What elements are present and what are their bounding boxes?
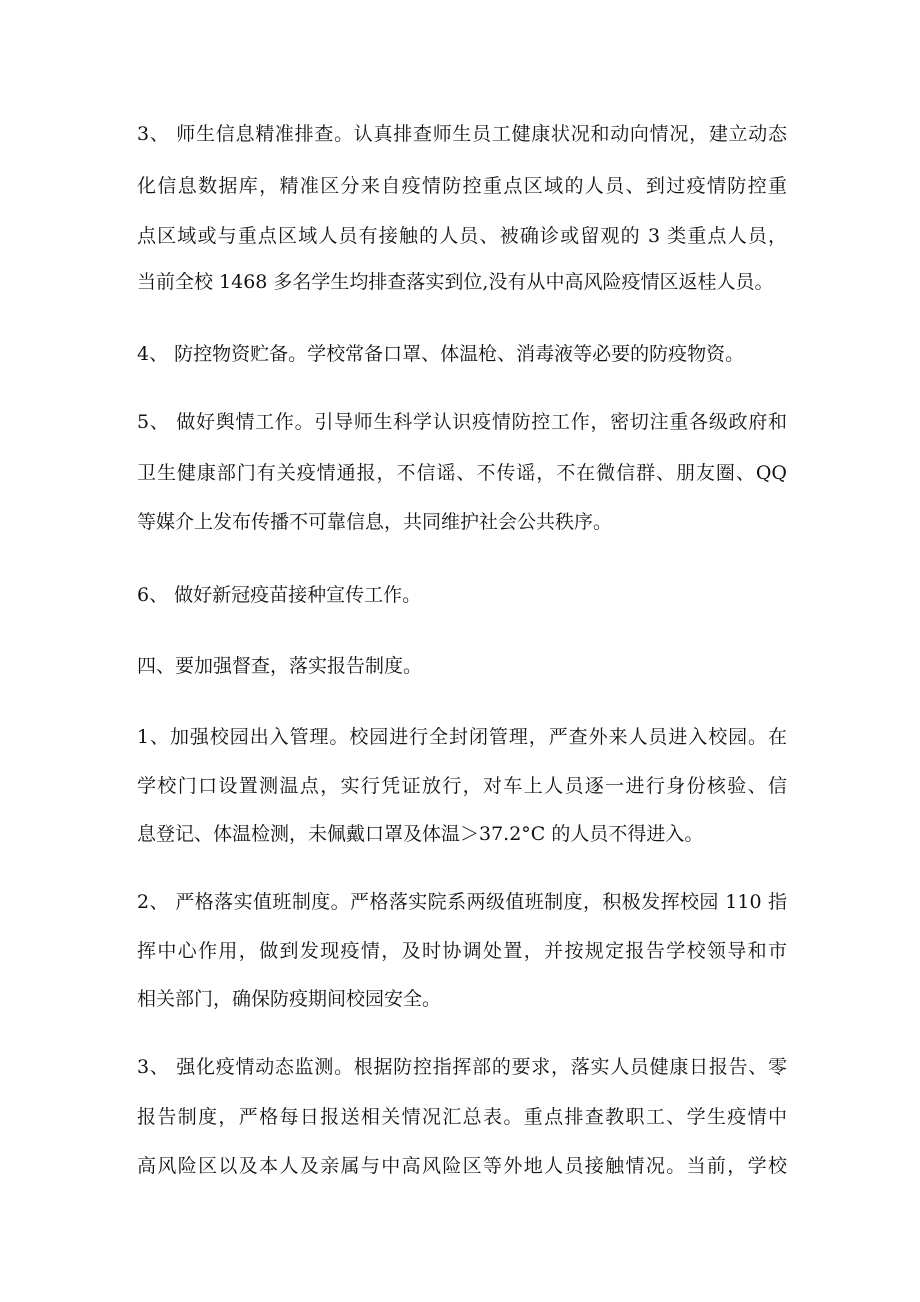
paragraph-6-line-3: 息登记、体温检测，未佩戴口罩及体温＞37.2°C 的人员不得进入。 <box>137 823 704 845</box>
paragraph-8-line-1: 3、 强化疫情动态监测。根据防控指挥部的要求，落实人员健康日报告、零 <box>137 1056 787 1078</box>
paragraph-3-line-1: 5、 做好舆情工作。引导师生科学认识疫情防控工作，密切注重各级政府和 <box>137 411 787 433</box>
paragraph-4-line-1: 6、 做好新冠疫苗接种宣传工作。 <box>137 584 422 606</box>
paragraph-3-line-2: 卫生健康部门有关疫情通报，不信谣、不传谣，不在微信群、朋友圈、QQ <box>137 462 787 484</box>
paragraph-6-line-1: 1、加强校园出入管理。校园进行全封闭管理，严查外来人员进入校园。在 <box>137 726 787 748</box>
paragraph-2-line-1: 4、 防控物资贮备。学校常备口罩、体温枪、消毒液等必要的防疫物资。 <box>137 343 745 365</box>
paragraph-7-line-1: 2、 严格落实值班制度。严格落实院系两级值班制度，积极发挥校园 110 指 <box>137 891 787 913</box>
paragraph-3-line-3: 等媒介上发布传播不可靠信息，共同维护社会公共秩序。 <box>137 511 613 533</box>
paragraph-1-line-2: 化信息数据库，精准区分来自疫情防控重点区域的人员、到过疫情防控重 <box>137 175 787 197</box>
section-heading: 四、要加强督查，落实报告制度。 <box>137 655 423 677</box>
paragraph-1-line-4: 当前全校 1468 多名学生均排查落实到位,没有从中高风险疫情区返桂人员。 <box>137 271 774 293</box>
paragraph-8-line-2: 报告制度，严格每日报送相关情况汇总表。重点排查教职工、学生疫情中 <box>137 1106 787 1128</box>
paragraph-7-line-2: 挥中心作用，做到发现疫情，及时协调处置，并按规定报告学校领导和市 <box>137 940 787 962</box>
paragraph-1-line-3: 点区域或与重点区域人员有接触的人员、被确诊或留观的 3 类重点人员， <box>137 225 787 247</box>
paragraph-7-line-3: 相关部门，确保防疫期间校园安全。 <box>137 988 442 1010</box>
paragraph-6-line-2: 学校门口设置测温点，实行凭证放行，对车上人员逐一进行身份核验、信 <box>137 775 787 797</box>
paragraph-1-line-1: 3、 师生信息精准排查。认真排查师生员工健康状况和动向情况，建立动态 <box>137 123 787 145</box>
paragraph-8-line-3: 高风险区以及本人及亲属与中高风险区等外地人员接触情况。当前，学校 <box>137 1155 787 1177</box>
